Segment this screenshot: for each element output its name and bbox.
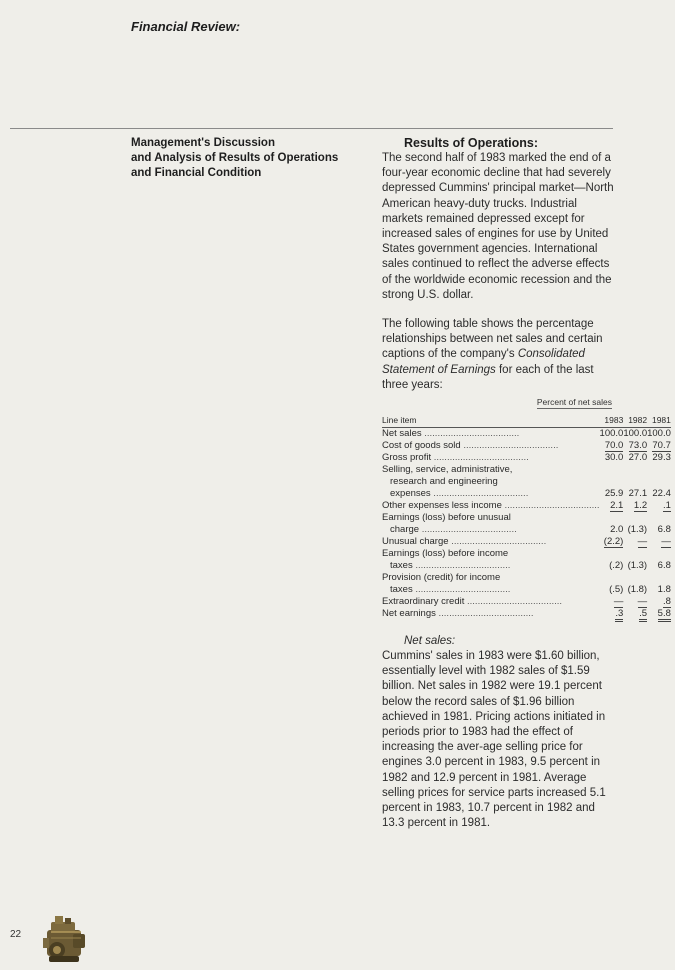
leader-dots: ....................................	[412, 560, 511, 572]
para-text: for each of the last three years:	[382, 363, 594, 391]
cell-value: —	[637, 536, 648, 548]
leader-dots: ....................................	[460, 440, 559, 452]
row-label	[382, 440, 600, 452]
cell-1983: 100.0	[599, 428, 624, 440]
row-label-text: Net sales	[382, 428, 422, 440]
table-row	[382, 428, 671, 441]
leader-dots: ....................................	[419, 524, 517, 536]
table-row	[382, 572, 671, 584]
cell-value: 1.2	[633, 500, 648, 512]
cell-1983: 30.0	[604, 452, 624, 464]
table-caption-text: Percent of net sales	[536, 397, 612, 408]
row-label-text: taxes	[390, 584, 413, 596]
cell-1981: 29.3	[652, 452, 671, 464]
table-row	[382, 584, 671, 596]
cell-1981: 1.8	[657, 584, 671, 596]
header-divider	[10, 128, 613, 129]
cell-value: .5	[639, 608, 647, 622]
row-label-text: Gross profit	[382, 452, 432, 464]
leader-dots: ....................................	[448, 536, 547, 548]
table-row	[382, 500, 671, 512]
table-row	[382, 512, 671, 524]
table-caption	[382, 397, 618, 407]
cell-1982	[623, 536, 647, 548]
cell-1981: 6.8	[657, 560, 671, 572]
percent-of-sales-table	[382, 414, 671, 620]
cell-1983: 25.9	[604, 488, 624, 500]
row-label	[382, 452, 600, 464]
cell-1982: (1.3)	[627, 524, 648, 536]
column-header-1983: 1983	[600, 414, 624, 428]
cell-1983: 2.0	[610, 524, 624, 536]
net-sales-subhead: Net sales:	[404, 635, 456, 648]
row-label-text: expenses	[390, 488, 431, 500]
row-label	[382, 428, 600, 441]
statement-name: Consolidated Statement of Earnings	[382, 348, 585, 376]
heading-line: and Analysis of Results of Operations	[131, 152, 339, 164]
leader-dots: ....................................	[435, 608, 534, 620]
heading-line: Management's Discussion	[131, 137, 275, 149]
row-label	[382, 608, 600, 620]
row-label	[382, 488, 600, 500]
page-header-title: Financial Review:	[131, 19, 241, 34]
table-row	[382, 608, 671, 620]
cell-1982: 27.0	[628, 452, 648, 464]
cell-1983: (.5)	[609, 584, 624, 596]
cell-value: .1	[662, 500, 671, 512]
table-row	[382, 548, 671, 560]
row-label-text: Cost of goods sold	[382, 440, 461, 452]
table-intro-paragraph	[382, 317, 618, 393]
cell-1981	[647, 500, 671, 512]
table-row	[382, 476, 671, 488]
cell-1982	[623, 596, 647, 608]
cell-1983: (.2)	[609, 560, 624, 572]
column-header-1982: 1982	[623, 414, 647, 428]
cell-1981	[647, 536, 671, 548]
table-row	[382, 560, 671, 572]
cell-value: .3	[615, 608, 623, 622]
leader-dots: ....................................	[501, 500, 600, 512]
page-number: 22	[10, 929, 22, 940]
cell-1981: 100.0	[647, 428, 671, 440]
table-row	[382, 464, 671, 476]
net-sales-paragraph: Cummins' sales in 1983 were $1.60 billion, essentially level with 1982 sales of $1.59 billion. Net sales in 1982 were 19.1 percent below the record sales of $1.96 billion achieved in 1981. Pricing actions initiated in periods prior to 1983 had the effect of increasing the aver-age selling price for engines 3.0 percent in 1983, 9.5 percent in 1982 and 12.9 percent in 1981. Average selling prices for service parts increased 5.1 percent in 1983, 10.7 percent in 1982 and 13.3 percent in 1981.	[382, 650, 606, 830]
row-label	[382, 524, 600, 536]
para-text: The following table shows the percentage relationships between net sales and certain captions of the company's	[382, 318, 603, 361]
leader-dots: ....................................	[412, 584, 511, 596]
cell-1983	[600, 536, 624, 548]
cell-value: .8	[662, 596, 671, 608]
cell-1982: 27.1	[628, 488, 648, 500]
table-row	[382, 452, 671, 464]
row-label	[382, 536, 600, 548]
cell-value: —	[637, 596, 648, 608]
cell-value: 73.0	[628, 440, 648, 452]
row-label: Earnings (loss) before unusual	[382, 512, 511, 524]
row-label-text: Other expenses less income	[382, 500, 502, 512]
cell-1981	[647, 608, 671, 620]
row-label	[382, 584, 600, 596]
cell-1983	[600, 608, 624, 620]
cell-value: —	[613, 596, 624, 608]
row-label: Provision (credit) for income	[382, 572, 501, 584]
table-row	[382, 536, 671, 548]
cell-1982: 100.0	[623, 428, 648, 440]
row-label-text: taxes	[390, 560, 413, 572]
engine-icon	[37, 912, 93, 968]
leader-dots: ....................................	[431, 452, 529, 464]
cell-1983	[600, 440, 624, 452]
row-label	[382, 560, 600, 572]
table-row	[382, 524, 671, 536]
cell-1982: (1.8)	[627, 584, 648, 596]
cell-1981: 22.4	[652, 488, 671, 500]
leader-dots: ....................................	[464, 596, 563, 608]
table-row	[382, 488, 671, 500]
cell-value: —	[661, 536, 671, 548]
column-header-line-item: Line item	[382, 414, 600, 428]
section-title: Results of Operations:	[404, 136, 539, 150]
cell-1983	[600, 500, 624, 512]
row-label: research and engineering	[390, 476, 498, 488]
cell-1981	[647, 440, 671, 452]
cell-value: (2.2)	[603, 536, 624, 548]
cell-1981	[647, 596, 671, 608]
row-label	[382, 500, 600, 512]
cell-value: 5.8	[658, 608, 671, 622]
intro-paragraph: The second half of 1983 marked the end of a four-year economic decline that had severely depressed Cummins' principal market—North American heavy-duty trucks. Industrial markets remained depressed except for increased sales of engines for use by United States government agencies. International sales continued to reflect the adverse effects of the worldwide economic recession and the strong U.S. dollar.	[382, 152, 614, 301]
row-label-text: charge	[390, 524, 420, 536]
cell-value: 2.1	[610, 500, 624, 512]
management-discussion-heading	[131, 136, 361, 181]
cell-1982: (1.3)	[627, 560, 648, 572]
row-label	[382, 596, 600, 608]
leader-dots: ....................................	[421, 428, 520, 440]
cell-1983	[600, 596, 624, 608]
table-row	[382, 596, 671, 608]
column-header-1981: 1981	[647, 414, 671, 428]
leader-dots: ....................................	[430, 488, 529, 500]
cell-1982	[623, 500, 647, 512]
cell-1982	[623, 440, 647, 452]
results-of-operations-column	[382, 136, 671, 831]
row-label: Earnings (loss) before income	[382, 548, 509, 560]
row-label-text: Extraordinary credit	[382, 596, 465, 608]
table-header-row	[382, 414, 671, 428]
cell-1982	[623, 608, 647, 620]
cell-value: 70.7	[652, 440, 671, 452]
cell-value: 70.0	[604, 440, 624, 452]
cell-1981: 6.8	[657, 524, 671, 536]
heading-line: and Financial Condition	[131, 167, 262, 179]
row-label-text: Net earnings	[382, 608, 436, 620]
table-row	[382, 440, 671, 452]
row-label: Selling, service, administrative,	[382, 464, 513, 476]
row-label-text: Unusual charge	[382, 536, 449, 548]
